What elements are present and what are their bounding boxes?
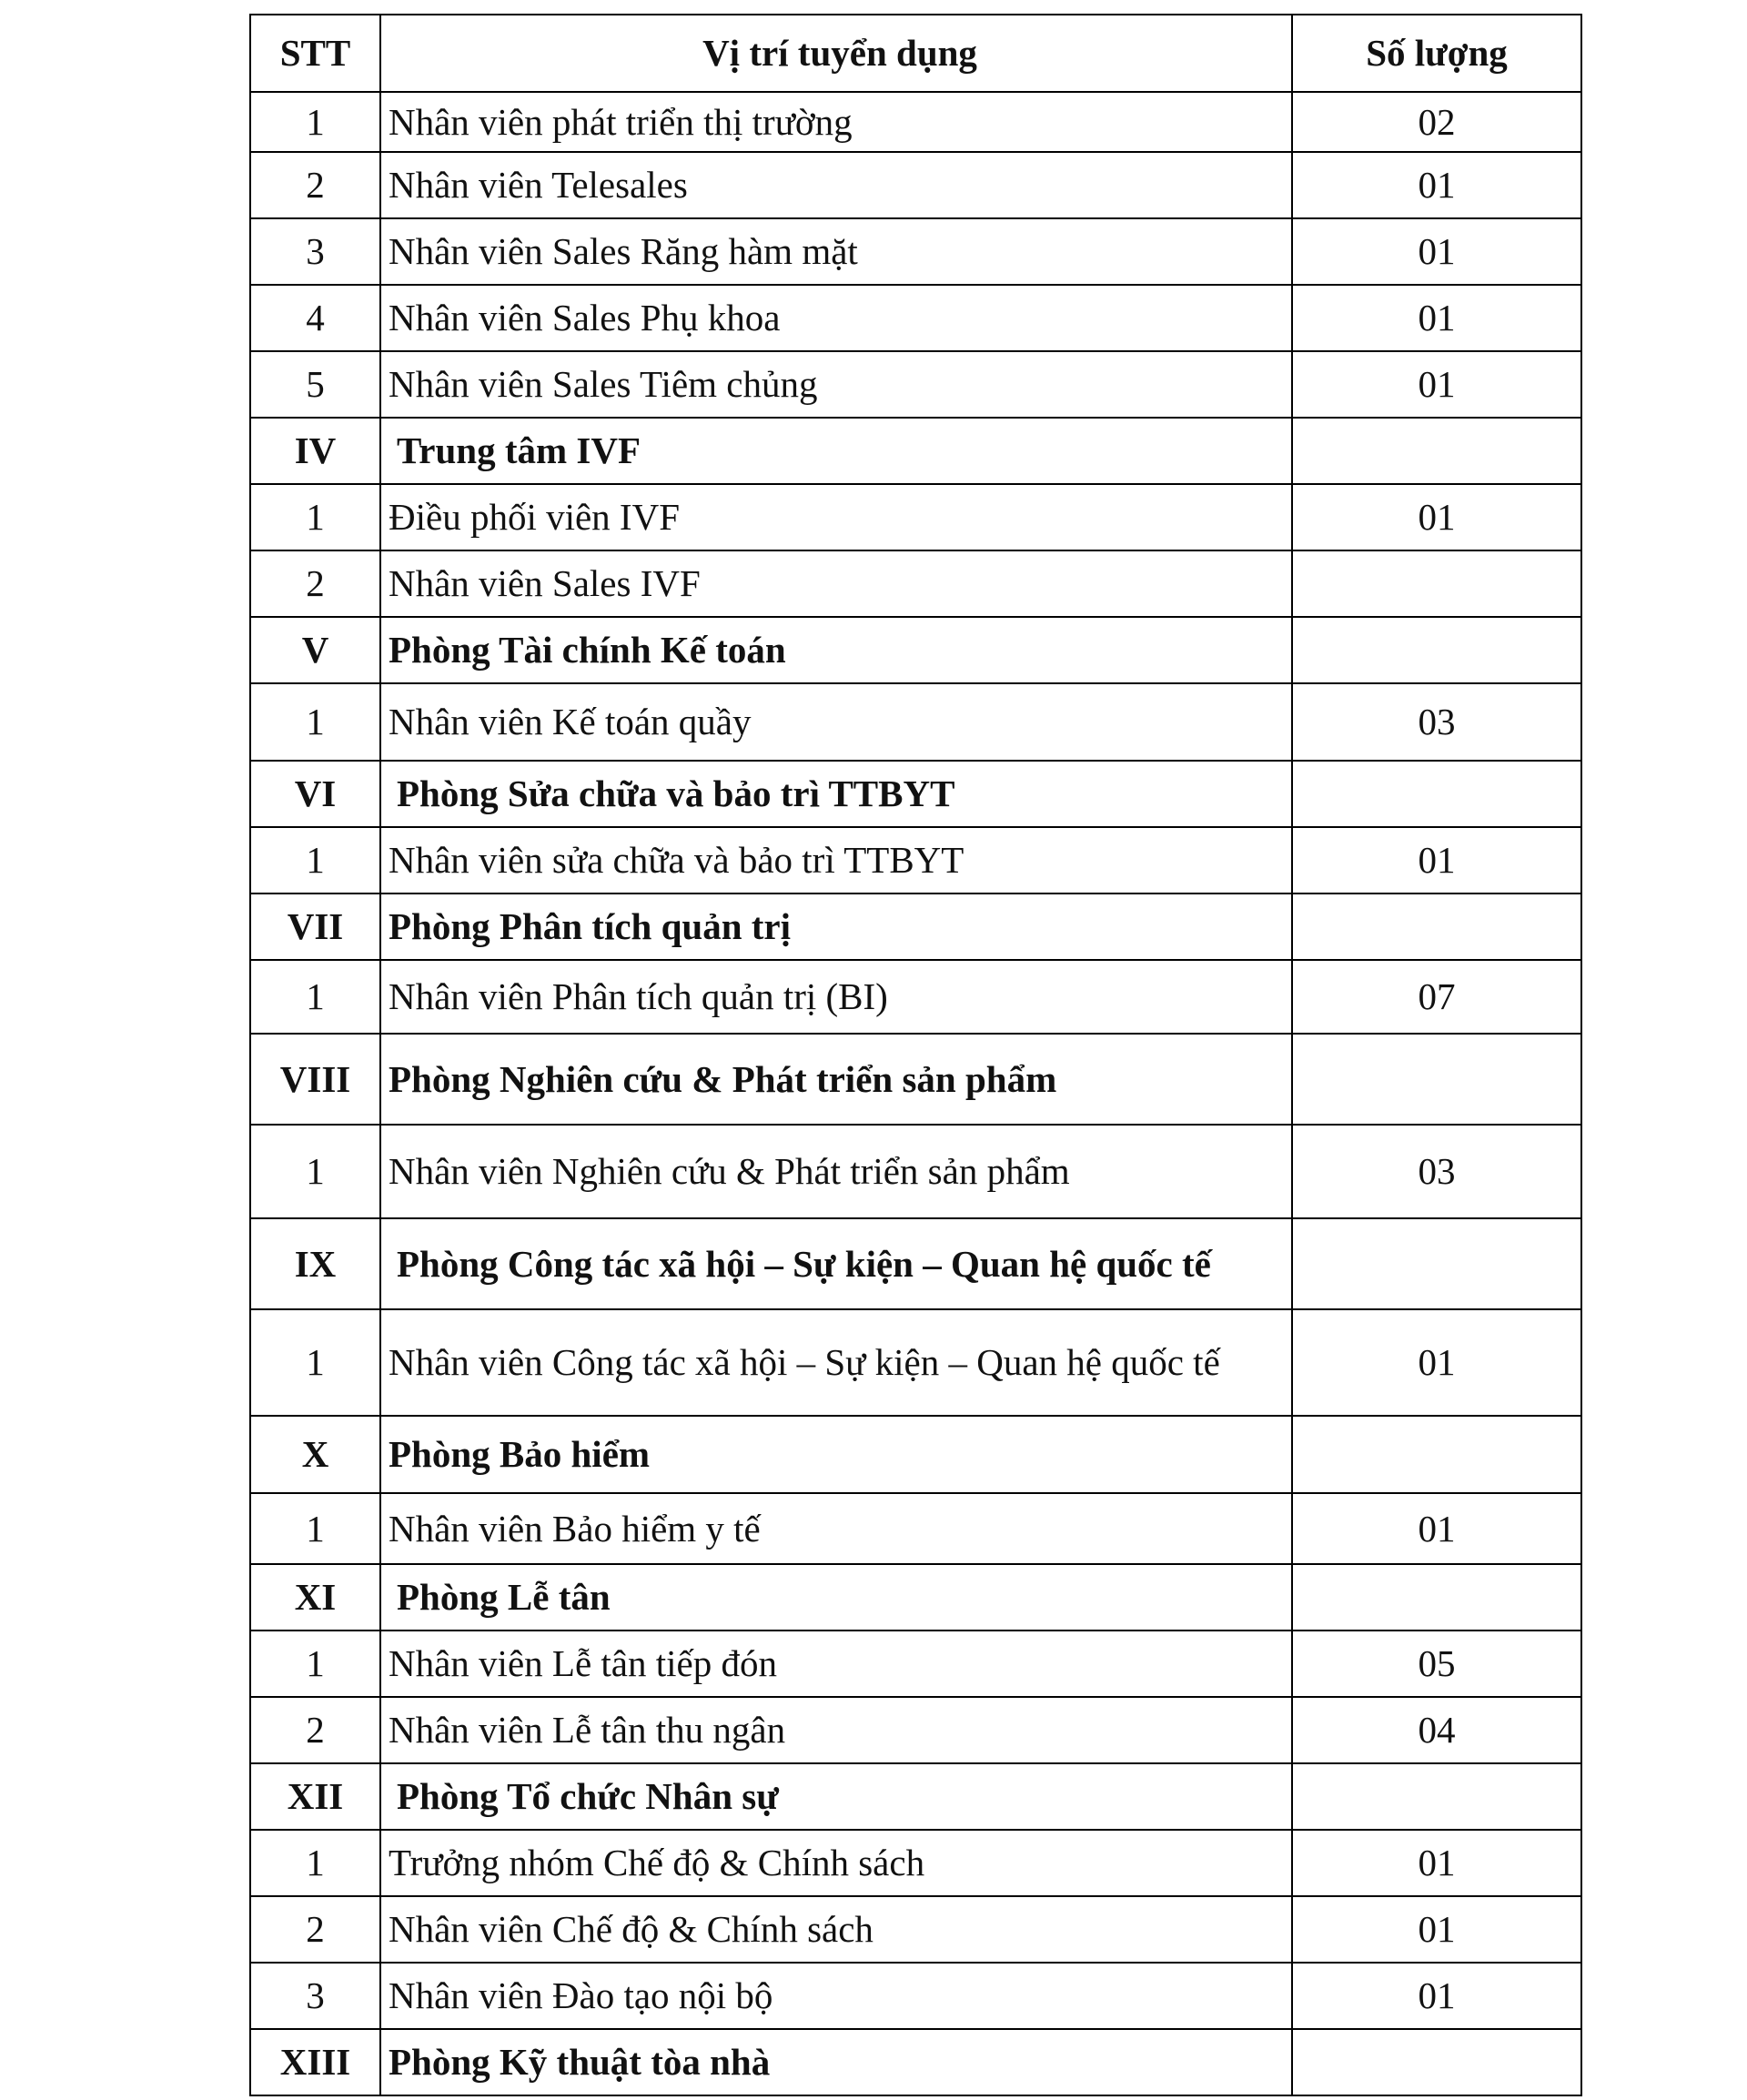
cell-quantity bbox=[1292, 1564, 1581, 1631]
table-row bbox=[250, 1493, 1581, 1564]
cell-quantity: 01 bbox=[1292, 152, 1581, 218]
table-row bbox=[250, 827, 1581, 894]
cell-position: Nhân viên Lễ tân tiếp đón bbox=[380, 1631, 1292, 1697]
table-row bbox=[250, 351, 1581, 418]
cell-stt: 5 bbox=[250, 351, 380, 418]
cell-quantity: 01 bbox=[1292, 285, 1581, 351]
cell-quantity bbox=[1292, 761, 1581, 827]
cell-stt: 1 bbox=[250, 484, 380, 550]
cell-department: Phòng Nghiên cứu & Phát triển sản phẩm bbox=[380, 1034, 1292, 1125]
section-row bbox=[250, 2029, 1581, 2095]
header-stt: STT bbox=[250, 15, 380, 92]
cell-quantity: 01 bbox=[1292, 1963, 1581, 2029]
cell-stt: 1 bbox=[250, 827, 380, 894]
section-row bbox=[250, 1416, 1581, 1493]
table-row bbox=[250, 1697, 1581, 1763]
cell-stt: 2 bbox=[250, 550, 380, 617]
cell-quantity: 01 bbox=[1292, 218, 1581, 285]
cell-position: Nhân viên Sales IVF bbox=[380, 550, 1292, 617]
cell-department: Phòng Bảo hiểm bbox=[380, 1416, 1292, 1493]
cell-quantity: 03 bbox=[1292, 1125, 1581, 1218]
cell-quantity bbox=[1292, 1763, 1581, 1830]
cell-stt: 1 bbox=[250, 1830, 380, 1896]
cell-stt: 1 bbox=[250, 1631, 380, 1697]
table-row bbox=[250, 550, 1581, 617]
cell-stt: 2 bbox=[250, 1697, 380, 1763]
cell-quantity bbox=[1292, 1416, 1581, 1493]
table-row bbox=[250, 285, 1581, 351]
section-row bbox=[250, 894, 1581, 960]
table-row bbox=[250, 92, 1581, 152]
cell-stt: V bbox=[250, 617, 380, 683]
cell-position: Nhân viên Sales Phụ khoa bbox=[380, 285, 1292, 351]
cell-stt: 3 bbox=[250, 1963, 380, 2029]
cell-quantity bbox=[1292, 550, 1581, 617]
cell-quantity bbox=[1292, 1034, 1581, 1125]
cell-department: Phòng Sửa chữa và bảo trì TTBYT bbox=[380, 761, 1292, 827]
cell-quantity bbox=[1292, 418, 1581, 484]
cell-quantity: 03 bbox=[1292, 683, 1581, 761]
cell-position: Điều phối viên IVF bbox=[380, 484, 1292, 550]
table-row bbox=[250, 1309, 1581, 1416]
cell-stt: X bbox=[250, 1416, 380, 1493]
cell-position: Nhân viên Sales Răng hàm mặt bbox=[380, 218, 1292, 285]
cell-quantity: 01 bbox=[1292, 827, 1581, 894]
cell-stt: 1 bbox=[250, 1125, 380, 1218]
cell-quantity: 02 bbox=[1292, 92, 1581, 152]
cell-stt: XI bbox=[250, 1564, 380, 1631]
cell-department: Phòng Kỹ thuật tòa nhà bbox=[380, 2029, 1292, 2095]
cell-stt: VII bbox=[250, 894, 380, 960]
cell-position: Nhân viên Chế độ & Chính sách bbox=[380, 1896, 1292, 1963]
header-quantity: Số lượng bbox=[1292, 15, 1581, 92]
cell-position: Nhân viên Kế toán quầy bbox=[380, 683, 1292, 761]
cell-stt: 3 bbox=[250, 218, 380, 285]
cell-stt: 1 bbox=[250, 683, 380, 761]
cell-position: Nhân viên Công tác xã hội – Sự kiện – Quan hệ quốc tế bbox=[380, 1309, 1292, 1416]
cell-stt: VI bbox=[250, 761, 380, 827]
cell-stt: IV bbox=[250, 418, 380, 484]
cell-quantity: 01 bbox=[1292, 1493, 1581, 1564]
cell-stt: VIII bbox=[250, 1034, 380, 1125]
cell-position: Nhân viên Lễ tân thu ngân bbox=[380, 1697, 1292, 1763]
table-row bbox=[250, 1963, 1581, 2029]
cell-stt: 1 bbox=[250, 1309, 380, 1416]
cell-position: Nhân viên Bảo hiểm y tế bbox=[380, 1493, 1292, 1564]
table-row bbox=[250, 1631, 1581, 1697]
cell-department: Phòng Tổ chức Nhân sự bbox=[380, 1763, 1292, 1830]
table-row bbox=[250, 960, 1581, 1034]
cell-stt: XII bbox=[250, 1763, 380, 1830]
cell-quantity: 04 bbox=[1292, 1697, 1581, 1763]
cell-quantity: 01 bbox=[1292, 1309, 1581, 1416]
cell-department: Trung tâm IVF bbox=[380, 418, 1292, 484]
cell-quantity bbox=[1292, 617, 1581, 683]
cell-stt: 4 bbox=[250, 285, 380, 351]
cell-department: Phòng Phân tích quản trị bbox=[380, 894, 1292, 960]
cell-position: Trưởng nhóm Chế độ & Chính sách bbox=[380, 1830, 1292, 1896]
cell-stt: 2 bbox=[250, 1896, 380, 1963]
cell-quantity bbox=[1292, 1218, 1581, 1309]
cell-department: Phòng Lễ tân bbox=[380, 1564, 1292, 1631]
table-row bbox=[250, 152, 1581, 218]
section-row bbox=[250, 617, 1581, 683]
cell-quantity: 01 bbox=[1292, 351, 1581, 418]
cell-quantity: 07 bbox=[1292, 960, 1581, 1034]
section-row bbox=[250, 1218, 1581, 1309]
cell-stt: 1 bbox=[250, 92, 380, 152]
cell-quantity: 01 bbox=[1292, 1830, 1581, 1896]
cell-position: Nhân viên sửa chữa và bảo trì TTBYT bbox=[380, 827, 1292, 894]
cell-quantity: 01 bbox=[1292, 484, 1581, 550]
cell-department: Phòng Tài chính Kế toán bbox=[380, 617, 1292, 683]
cell-department: Phòng Công tác xã hội – Sự kiện – Quan hệ quốc tế bbox=[380, 1218, 1292, 1309]
cell-stt: 2 bbox=[250, 152, 380, 218]
cell-position: Nhân viên phát triển thị trường bbox=[380, 92, 1292, 152]
section-row bbox=[250, 1564, 1581, 1631]
table-row bbox=[250, 1896, 1581, 1963]
section-row bbox=[250, 418, 1581, 484]
header-position: Vị trí tuyển dụng bbox=[380, 15, 1292, 92]
recruitment-table bbox=[249, 14, 1582, 2096]
cell-position: Nhân viên Nghiên cứu & Phát triển sản phẩm bbox=[380, 1125, 1292, 1218]
cell-stt: XIII bbox=[250, 2029, 380, 2095]
table-row bbox=[250, 683, 1581, 761]
cell-position: Nhân viên Đào tạo nội bộ bbox=[380, 1963, 1292, 2029]
section-row bbox=[250, 1034, 1581, 1125]
cell-stt: 1 bbox=[250, 960, 380, 1034]
cell-quantity: 01 bbox=[1292, 1896, 1581, 1963]
table-header-row bbox=[250, 15, 1581, 92]
section-row bbox=[250, 761, 1581, 827]
cell-stt: 1 bbox=[250, 1493, 380, 1564]
cell-stt: IX bbox=[250, 1218, 380, 1309]
cell-quantity: 05 bbox=[1292, 1631, 1581, 1697]
table-row bbox=[250, 484, 1581, 550]
table-row bbox=[250, 1830, 1581, 1896]
cell-quantity bbox=[1292, 2029, 1581, 2095]
section-row bbox=[250, 1763, 1581, 1830]
cell-position: Nhân viên Phân tích quản trị (BI) bbox=[380, 960, 1292, 1034]
table-row bbox=[250, 1125, 1581, 1218]
cell-position: Nhân viên Sales Tiêm chủng bbox=[380, 351, 1292, 418]
table-row bbox=[250, 218, 1581, 285]
cell-position: Nhân viên Telesales bbox=[380, 152, 1292, 218]
cell-quantity bbox=[1292, 894, 1581, 960]
